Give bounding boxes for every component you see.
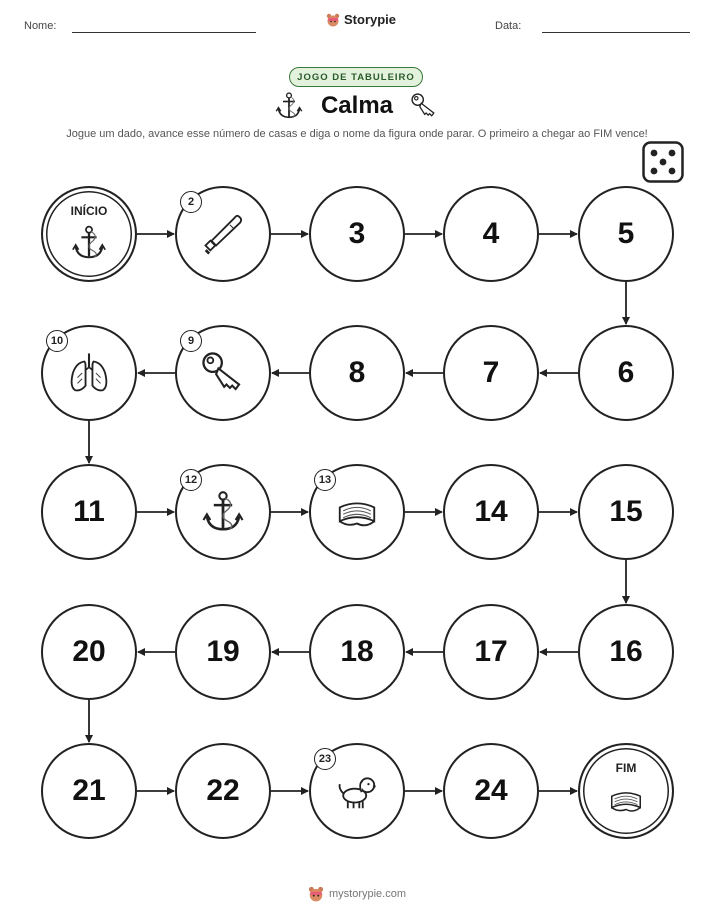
space-number: 8 (348, 356, 366, 389)
space-number: 7 (482, 356, 500, 389)
space-number-badge: 10 (46, 330, 68, 352)
board-space-3 (309, 186, 405, 282)
space-number: 15 (609, 495, 643, 528)
board-space-19 (175, 604, 271, 700)
lungs-icon (66, 350, 112, 396)
baseball-bat-icon (200, 211, 246, 257)
board-space-4 (443, 186, 539, 282)
blanket-icon (607, 781, 645, 819)
board-space-15 (578, 464, 674, 560)
blanket-icon (334, 489, 380, 535)
board-space-6 (578, 325, 674, 421)
name-label: Nome: (24, 20, 57, 32)
space-number: 24 (474, 774, 508, 807)
board-space-11 (41, 464, 137, 560)
board-space-22 (175, 743, 271, 839)
start-label: INÍCIO (70, 204, 108, 218)
space-number: 11 (73, 495, 105, 528)
space-number: 14 (474, 495, 508, 528)
board-space-16 (578, 604, 674, 700)
page-title: Calma (320, 92, 394, 119)
board-space-20 (41, 604, 137, 700)
space-number: 16 (609, 635, 643, 668)
board-space-7 (443, 325, 539, 421)
board-space-18 (309, 604, 405, 700)
space-number: 18 (340, 635, 374, 668)
board-space-21 (41, 743, 137, 839)
space-number-badge: 12 (180, 469, 202, 491)
space-number: 22 (206, 774, 240, 807)
board-space-14 (443, 464, 539, 560)
finish-label: FIM (615, 761, 637, 775)
start-space (41, 186, 137, 282)
space-number: 19 (206, 635, 240, 668)
finish-space (578, 743, 674, 839)
puppy-icon (334, 768, 380, 814)
game-type-badge: JOGO DE TABULEIRO (289, 67, 423, 87)
space-number-badge: 9 (180, 330, 202, 352)
footer-url: mystorypie.com (329, 888, 407, 900)
anchor-icon (70, 224, 108, 262)
board-space-8 (309, 325, 405, 421)
space-number: 3 (348, 217, 366, 250)
space-number-badge: 13 (314, 469, 336, 491)
space-number: 17 (474, 635, 508, 668)
date-label: Data: (495, 20, 522, 32)
space-number-badge: 2 (180, 191, 202, 213)
anchor-icon (200, 489, 246, 535)
space-number: 21 (72, 774, 106, 807)
space-number: 5 (617, 217, 635, 250)
key-icon (200, 350, 246, 396)
space-number-badge: 23 (314, 748, 336, 770)
space-number: 4 (482, 217, 500, 250)
space-number: 6 (617, 356, 635, 389)
storypie-bear-icon (308, 886, 324, 902)
space-number: 20 (72, 635, 106, 668)
footer (308, 886, 406, 902)
board-space-24 (443, 743, 539, 839)
board-space-17 (443, 604, 539, 700)
brand-name: Storypie (344, 12, 397, 27)
board-space-5 (578, 186, 674, 282)
instructions: Jogue um dado, avance esse número de casas e diga o nome da figura onde parar. O primeiro a chegar ao FIM vence! (66, 128, 648, 140)
